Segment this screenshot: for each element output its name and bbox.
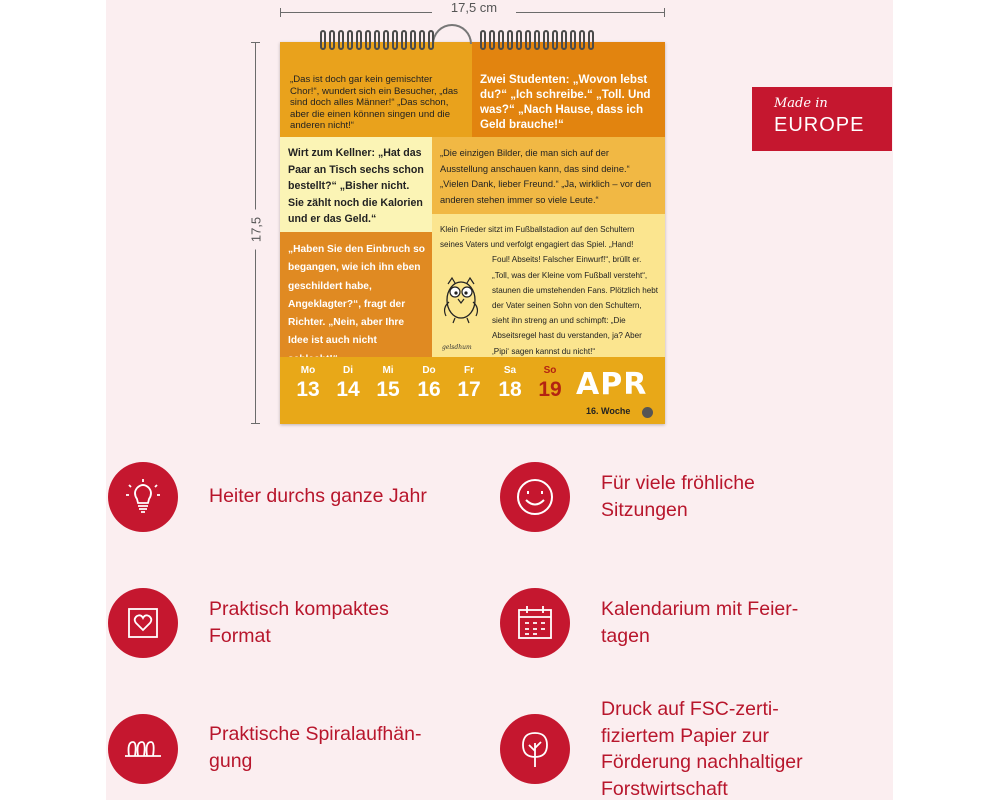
feature-label bbox=[601, 596, 798, 649]
day-number: 18 bbox=[490, 378, 530, 402]
feature-label bbox=[209, 721, 421, 774]
feature-holidays bbox=[500, 588, 798, 658]
joke-football-intro: Klein Frieder sitzt im Fußballstadion auf den Schultern seines Vaters und verfolgt engagiert das Spiel. „Hand! bbox=[440, 222, 659, 252]
day-number: 15 bbox=[368, 378, 408, 402]
feature-label bbox=[601, 696, 803, 802]
day-friday bbox=[449, 365, 489, 402]
day-thursday bbox=[409, 365, 449, 402]
day-name: Di bbox=[328, 365, 368, 376]
calendar-preview bbox=[280, 42, 665, 424]
feature-label-line: Sitzungen bbox=[601, 497, 755, 524]
feature-spiral bbox=[108, 714, 421, 784]
day-name: So bbox=[530, 365, 570, 376]
day-wednesday bbox=[368, 365, 408, 402]
day-name: Mi bbox=[368, 365, 408, 376]
day-number: 17 bbox=[449, 378, 489, 402]
feature-cheerful bbox=[108, 462, 427, 532]
feature-sessions bbox=[500, 462, 755, 532]
joke-exhibition: „Die einzigen Bilder, die man sich auf der Ausstellung anschauen kann, das sind deine.“ „Vielen Dank, lieber Freund.“ „Ja, wirklich – vor den anderen stehen immer so viele Leute.“ bbox=[432, 137, 665, 214]
feature-label bbox=[601, 470, 755, 523]
day-name: Fr bbox=[449, 365, 489, 376]
feature-label-line: Praktische Spiralaufhän- bbox=[209, 721, 421, 748]
publisher-logo-icon bbox=[642, 407, 653, 418]
joke-students: Zwei Studenten: „Wovon lebst du?“ „Ich schreibe.“ „Toll. Und was?“ „Nach Hause, dass ich Geld brauche!“ bbox=[472, 42, 665, 137]
feature-label-line: Forstwirtschaft bbox=[601, 776, 803, 802]
feature-label-line: Druck auf FSC-zerti- bbox=[601, 696, 803, 723]
feature-label-line: Kalendarium mit Feier- bbox=[601, 596, 798, 623]
width-dimension-label: 17,5 cm bbox=[432, 0, 516, 15]
feature-label-line: Format bbox=[209, 623, 389, 650]
feature-label-line: Förderung nachhaltiger bbox=[601, 749, 803, 776]
feature-label bbox=[209, 596, 389, 649]
joke-choir: „Das ist doch gar kein gemischter Chor!“, wundert sich ein Besucher, „das sind doch alles Männer!“ „Das schon, aber die einen können singen und die anderen nicht!“ bbox=[280, 42, 472, 137]
week-label: 16. Woche bbox=[586, 406, 630, 416]
day-number: 19 bbox=[530, 378, 570, 402]
tree-icon bbox=[500, 714, 570, 784]
owl-illustration-icon bbox=[438, 272, 484, 332]
day-number: 14 bbox=[328, 378, 368, 402]
feature-label-line: gung bbox=[209, 748, 421, 775]
day-sunday bbox=[530, 365, 570, 402]
feature-label-line: Für viele fröhliche bbox=[601, 470, 755, 497]
lightbulb-icon bbox=[108, 462, 178, 532]
day-name: Do bbox=[409, 365, 449, 376]
calendar-dates-strip bbox=[280, 357, 665, 424]
joke-football-rest: Foul! Abseits! Falscher Einwurf!“, brüllt er. „Toll, was der Kleine vom Fußball versteht“, staunen die umstehenden Fans. Plötzlich hebt der Vater seinen Sohn von den Schultern, sieht ihn streng an und schimpft: „Die Abseitsregel hast du verstanden, ja? Aber ‚Pipi‘ sagen kannst du nicht!“ bbox=[492, 252, 659, 358]
feature-label-line: Praktisch kompaktes bbox=[209, 596, 389, 623]
heart-frame-icon bbox=[108, 588, 178, 658]
day-number: 16 bbox=[409, 378, 449, 402]
day-tuesday bbox=[328, 365, 368, 402]
badge-title: EUROPE bbox=[774, 114, 892, 137]
spiral-icon bbox=[108, 714, 178, 784]
spiral-binding-left bbox=[320, 30, 438, 52]
calendar-icon bbox=[500, 588, 570, 658]
height-dimension-label: 17,5 bbox=[249, 210, 264, 250]
day-number: 13 bbox=[288, 378, 328, 402]
made-in-europe-badge bbox=[752, 87, 892, 151]
joke-football bbox=[432, 214, 665, 357]
feature-label: Heiter durchs ganze Jahr bbox=[209, 483, 427, 510]
feature-fsc bbox=[500, 714, 803, 802]
owl-signature: gelsdhum bbox=[442, 340, 472, 355]
day-monday bbox=[288, 365, 328, 402]
badge-script: Made in bbox=[774, 96, 892, 111]
joke-judge: „Haben Sie den Einbruch so begangen, wie ich ihn eben geschildert habe, Angeklagter?“, fragt der Richter. „Nein, aber Ihre Idee ist auch nicht bbox=[280, 232, 432, 357]
day-name: Sa bbox=[490, 365, 530, 376]
feature-label-line: tagen bbox=[601, 623, 798, 650]
joke-waiter: Wirt zum Kellner: „Hat das Paar an Tisch sechs schon bestellt?“ „Bisher nicht. Sie zählt noch die Kalorien und er das Geld.“ bbox=[280, 137, 432, 232]
smiley-icon bbox=[500, 462, 570, 532]
spiral-binding-right bbox=[480, 30, 598, 52]
feature-format bbox=[108, 588, 389, 658]
month-label: APR bbox=[576, 367, 647, 402]
day-saturday bbox=[490, 365, 530, 402]
feature-label-line: fiziertem Papier zur bbox=[601, 723, 803, 750]
day-name: Mo bbox=[288, 365, 328, 376]
